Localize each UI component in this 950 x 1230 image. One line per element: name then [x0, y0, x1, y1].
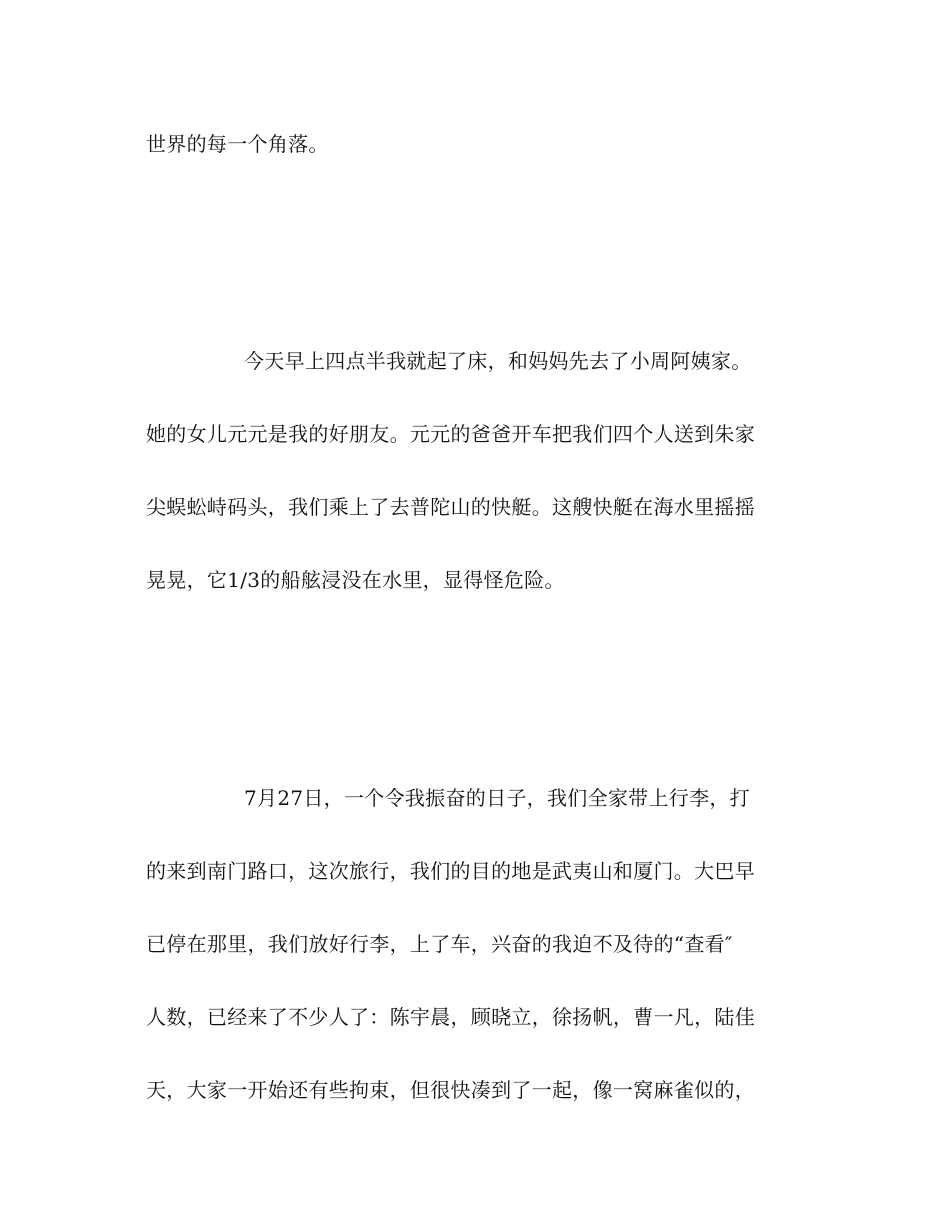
paragraph-1-line-1: 世界的每一个角落。: [146, 132, 329, 156]
paragraph-3-line-2: 的来到南门路口，这次旅行，我们的目的地是武夷山和厦门。大巴早: [146, 859, 755, 883]
paragraph-2-line-2: 她的女儿元元是我的好朋友。元元的爸爸开车把我们四个人送到朱家: [146, 422, 755, 446]
paragraph-3-line-4: 人数，已经来了不少人了：陈宇晨，顾晓立，徐扬帆，曹一凡，陆佳: [146, 1005, 755, 1029]
paragraph-3-line-5: 天，大家一开始还有些拘束，但很快凑到了一起，像一窝麻雀似的，: [146, 1078, 755, 1102]
paragraph-2-line-4: 晃晃，它1/3的船舷浸没在水里，显得怪危险。: [146, 568, 565, 592]
paragraph-2-line-3: 尖蜈蚣峙码头，我们乘上了去普陀山的快艇。这艘快艇在海水里摇摇: [146, 495, 755, 519]
paragraph-3-line-3: 已停在那里，我们放好行李，上了车，兴奋的我迫不及待的“查看″: [146, 932, 733, 956]
paragraph-3-line-1: 7月27日，一个令我振奋的日子，我们全家带上行李，打: [244, 786, 750, 810]
paragraph-2-line-1: 今天早上四点半我就起了床，和妈妈先去了小周阿姨家。: [244, 349, 752, 373]
